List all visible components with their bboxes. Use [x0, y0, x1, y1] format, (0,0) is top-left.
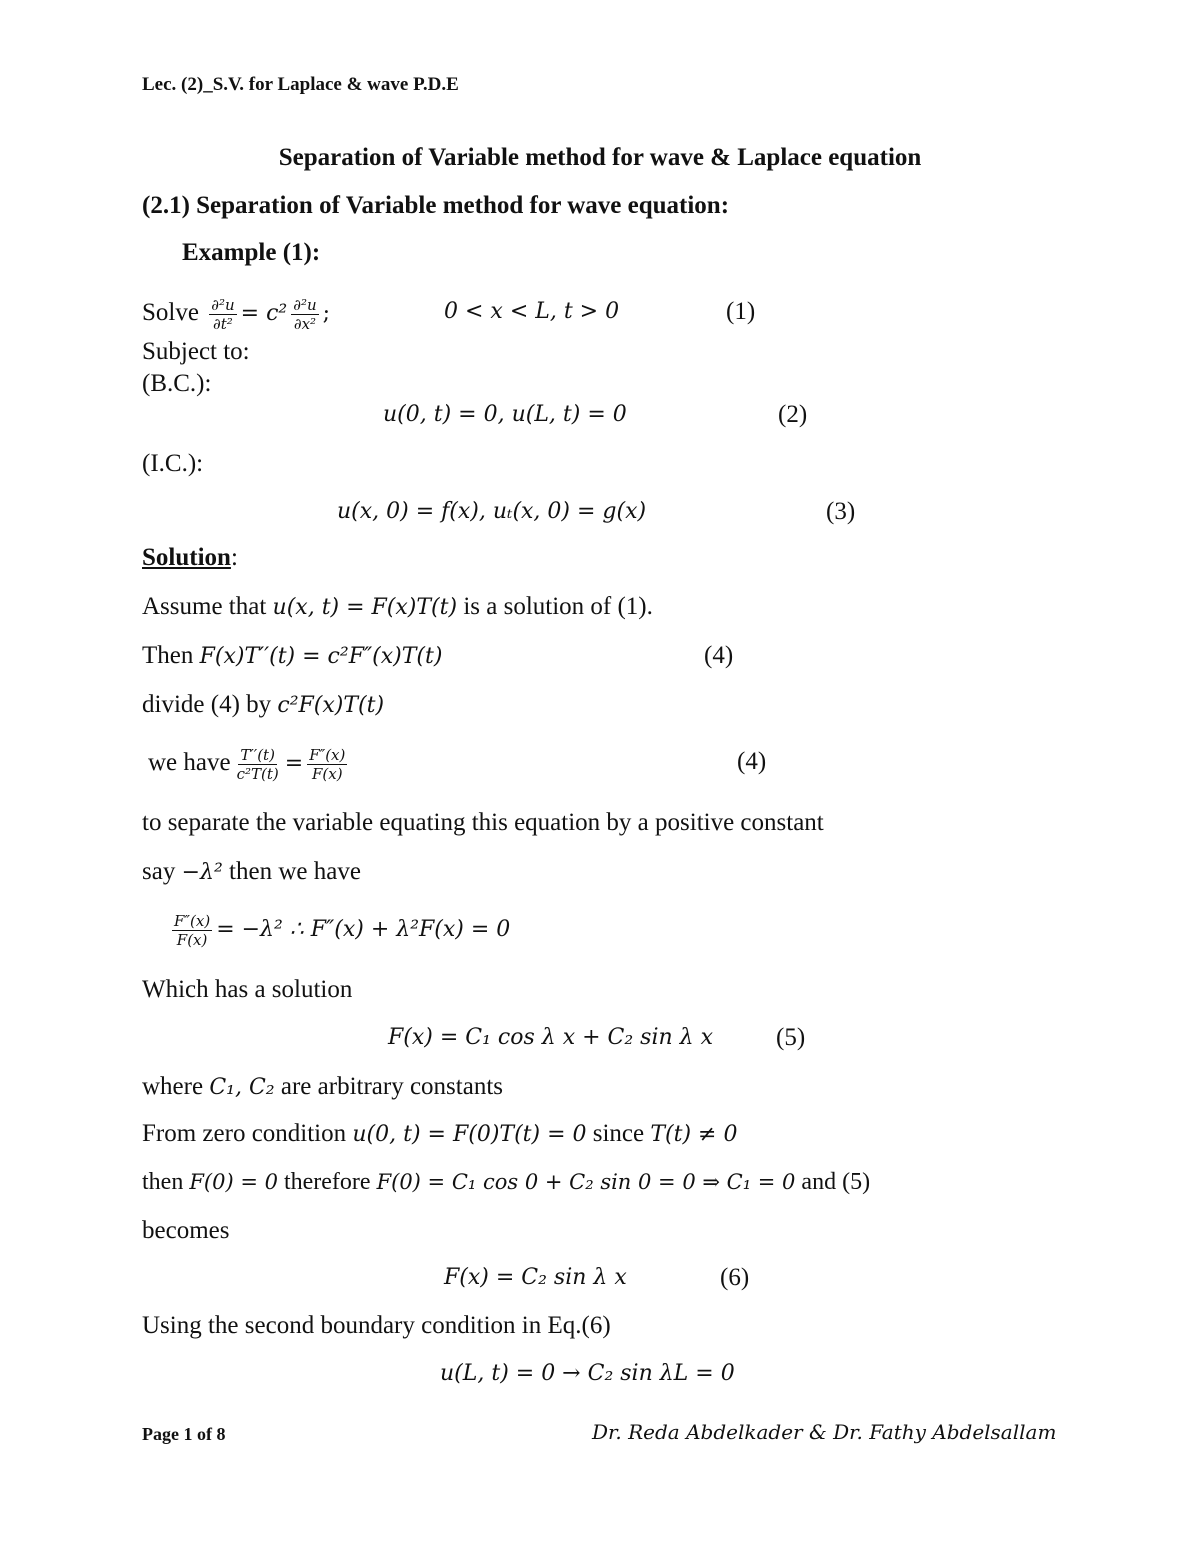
- equation-3: u(x, 0) = f(x), uₜ(x, 0) = g(x): [337, 499, 647, 524]
- equation-5: F(x) = C₁ cos λ x + C₂ sin λ x: [388, 1025, 713, 1050]
- which-has-text: Which has a solution: [142, 976, 353, 1003]
- fraction-F-over-F: $\frac{F''(x)}{F(x)}$: [309, 746, 346, 783]
- equation-2-number: (2): [778, 401, 808, 428]
- fraction-d2u-dx2: $\frac{\text{∂²u}}{\text{∂x²}}$: [293, 296, 317, 333]
- section-heading: (2.1) Separation of Variable method for wave equation:: [142, 192, 730, 219]
- divide-line: divide (4) by c²F(x)T(t): [142, 691, 385, 718]
- bc-label: (B.C.):: [142, 370, 212, 397]
- equation-2: u(0, t) = 0, u(L, t) = 0: [383, 402, 627, 427]
- footer-page-number: Page 1 of 8: [142, 1424, 226, 1444]
- equation-6: F(x) = C₂ sin λ x: [444, 1265, 627, 1290]
- say-line: say −λ² then we have: [142, 858, 361, 885]
- becomes-text: becomes: [142, 1217, 230, 1244]
- zero-condition-line: From zero condition u(0, t) = F(0)T(t) = 0 since T(t) ≠ 0: [142, 1120, 738, 1147]
- subject-to-label: Subject to:: [142, 338, 250, 365]
- separate-text: to separate the variable equating this equation by a positive constant: [142, 809, 824, 836]
- using-text: Using the second boundary condition in Eq.(6): [142, 1312, 611, 1339]
- then-line: Then F(x)T′′(t) = c²F″(x)T(t): [142, 642, 443, 669]
- fraction-d2u-dt2: $\frac{\text{∂²u}}{\text{∂t²}}$: [211, 296, 235, 333]
- therefore-line: then F(0) = 0 therefore F(0) = C₁ cos 0 + C₂ sin 0 = 0 ⇒ C₁ = 0 and (5): [142, 1169, 871, 1195]
- running-header: Lec. (2)_S.V. for Laplace & wave P.D.E: [142, 74, 459, 95]
- equation-1-line: Solve $\frac{\text{∂²u}}{\text{∂t²}}$ = c² $\frac{\text{∂²u}}{\text{∂x²}}$ ;: [142, 296, 331, 333]
- fraction-T-over-c2T: $\frac{T''(t)}{\text{c²T(t)}}$: [236, 746, 279, 783]
- equation-6-number: (6): [720, 1264, 750, 1291]
- page-title: Separation of Variable method for wave & Laplace equation: [278, 144, 922, 171]
- equation-3-number: (3): [826, 498, 856, 525]
- equation-1-number: (1): [726, 298, 756, 325]
- fraction-F-over-F-2: $\frac{F''(x)}{F(x)}$: [174, 912, 211, 949]
- equation-1-domain: 0 < x < L, t > 0: [444, 299, 620, 324]
- assume-line: Assume that u(x, t) = F(x)T(t) is a solution of (1).: [142, 593, 653, 620]
- equation-4-number: (4): [704, 642, 734, 669]
- example-heading: Example (1):: [182, 239, 321, 266]
- solution-heading: Solution:: [142, 544, 238, 571]
- ic-label: (I.C.):: [142, 450, 204, 477]
- solve-word: Solve: [142, 299, 199, 327]
- equation-5-number: (5): [776, 1024, 806, 1051]
- where-line: where C₁, C₂ are arbitrary constants: [142, 1073, 503, 1100]
- equation-4b-number: (4): [737, 748, 767, 775]
- last-equation: u(L, t) = 0 → C₂ sin λL = 0: [440, 1361, 735, 1386]
- we-have-line: we have $\frac{T''(t)}{\text{c²T(t)}}$ = $\frac{F''(x)}{F(x)}$: [148, 746, 346, 783]
- footer-authors: Dr. Reda Abdelkader & Dr. Fathy Abdelsallam: [592, 1420, 1057, 1444]
- lambda-equation: $\frac{F''(x)}{F(x)}$ = −λ² ∴ F″(x) + λ²F(x) = 0: [174, 912, 511, 949]
